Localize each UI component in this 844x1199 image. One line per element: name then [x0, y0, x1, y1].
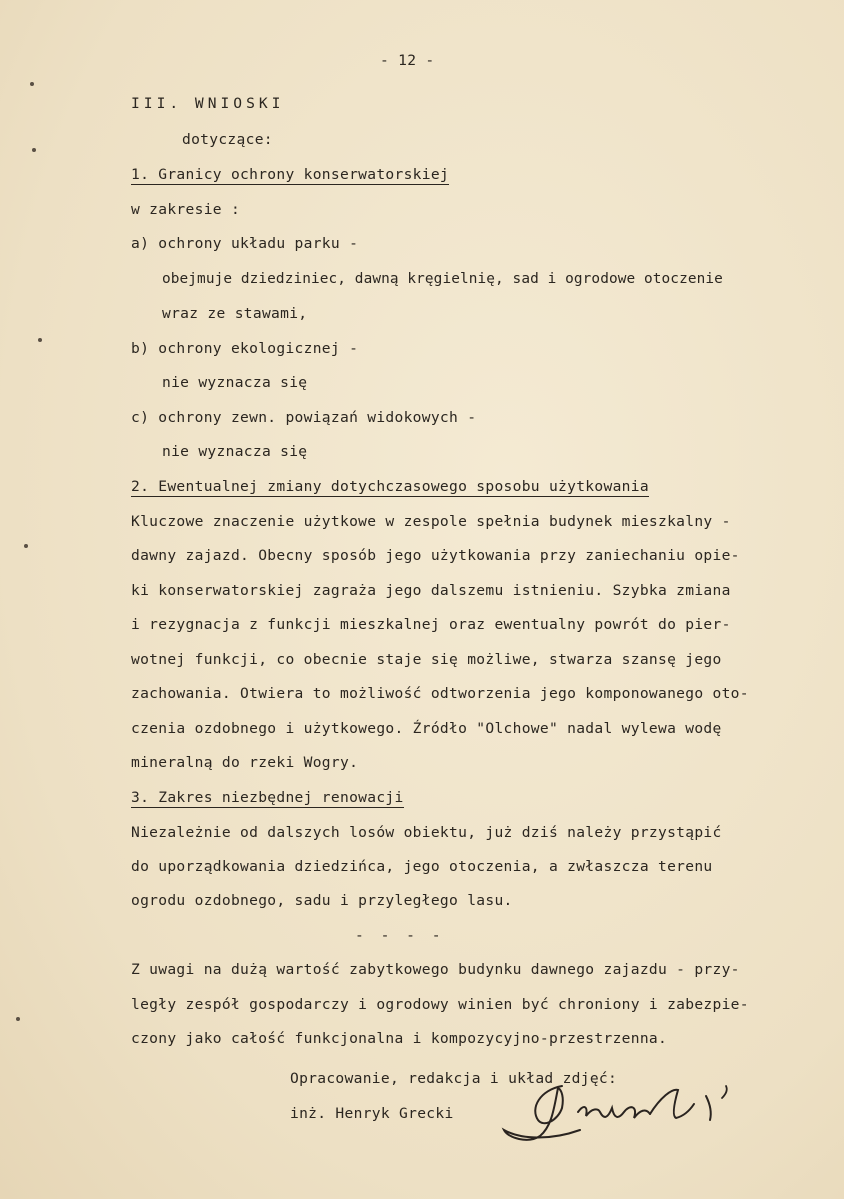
margin-mark — [30, 82, 34, 86]
section1-a-text-1: obejmuje dziedziniec, dawną kręgielnię, sad i ogrodowe otoczenie — [162, 271, 723, 287]
margin-mark — [24, 544, 28, 548]
heading: III. WNIOSKI — [131, 95, 285, 112]
section1-a-title: a) ochrony układu parku - — [131, 235, 359, 252]
separator: - - - - — [355, 927, 445, 944]
section2-line: i rezygnacja z funkcji mieszkalnej oraz ewentualny powrót do pier- — [131, 616, 731, 633]
section2-line: Kluczowe znaczenie użytkowe w zespole spełnia budynek mieszkalny - — [131, 513, 731, 530]
page-number: - 12 - — [380, 52, 435, 69]
section2-line: wotnej funkcji, co obecnie staje się możliwe, stwarza szansę jego — [131, 651, 722, 668]
margin-mark — [38, 338, 42, 342]
section2-line: ki konserwatorskiej zagraża jego dalszemu istnieniu. Szybka zmiana — [131, 582, 731, 599]
subheading: dotyczące: — [182, 131, 273, 148]
handwritten-signature — [500, 1068, 740, 1148]
section1-b-title: b) ochrony ekologicznej - — [131, 340, 359, 357]
credit-line: Opracowanie, redakcja i układ zdjęć: — [290, 1070, 618, 1087]
conclusion-line: Z uwagi na dużą wartość zabytkowego budynku dawnego zajazdu - przy- — [131, 961, 740, 978]
section2-line: zachowania. Otwiera to możliwość odtworzenia jego komponowanego oto- — [131, 685, 749, 702]
section2-title: 2. Ewentualnej zmiany dotychczasowego sposobu użytkowania — [131, 478, 649, 495]
section2-line: mineralną do rzeki Wogry. — [131, 754, 359, 771]
section3-line: Niezależnie od dalszych losów obiektu, już dziś należy przystąpić — [131, 824, 722, 841]
section1-b-text: nie wyznacza się — [162, 374, 308, 391]
section1-a-text-2: wraz ze stawami, — [162, 305, 308, 322]
section1-scope: w zakresie : — [131, 201, 241, 218]
conclusion-line: czony jako całość funkcjonalna i kompozycyjno-przestrzenna. — [131, 1030, 668, 1047]
margin-mark — [16, 1017, 20, 1021]
section1-title: 1. Granicy ochrony konserwatorskiej — [131, 166, 450, 183]
section3-title: 3. Zakres niezbędnej renowacji — [131, 789, 404, 806]
section1-c-text: nie wyznacza się — [162, 443, 308, 460]
section3-line: do uporządkowania dziedzińca, jego otoczenia, a zwłaszcza terenu — [131, 858, 713, 875]
author-name: inż. Henryk Grecki — [290, 1105, 454, 1122]
section2-line: czenia ozdobnego i użytkowego. Źródło "Olchowe" nadal wylewa wodę — [131, 720, 722, 737]
margin-mark — [32, 148, 36, 152]
conclusion-line: legły zespół gospodarczy i ogrodowy winien być chroniony i zabezpie- — [131, 996, 749, 1013]
section3-line: ogrodu ozdobnego, sadu i przyległego lasu. — [131, 892, 513, 909]
section2-line: dawny zajazd. Obecny sposób jego użytkowania przy zaniechaniu opie- — [131, 547, 740, 564]
section1-c-title: c) ochrony zewn. powiązań widokowych - — [131, 409, 477, 426]
